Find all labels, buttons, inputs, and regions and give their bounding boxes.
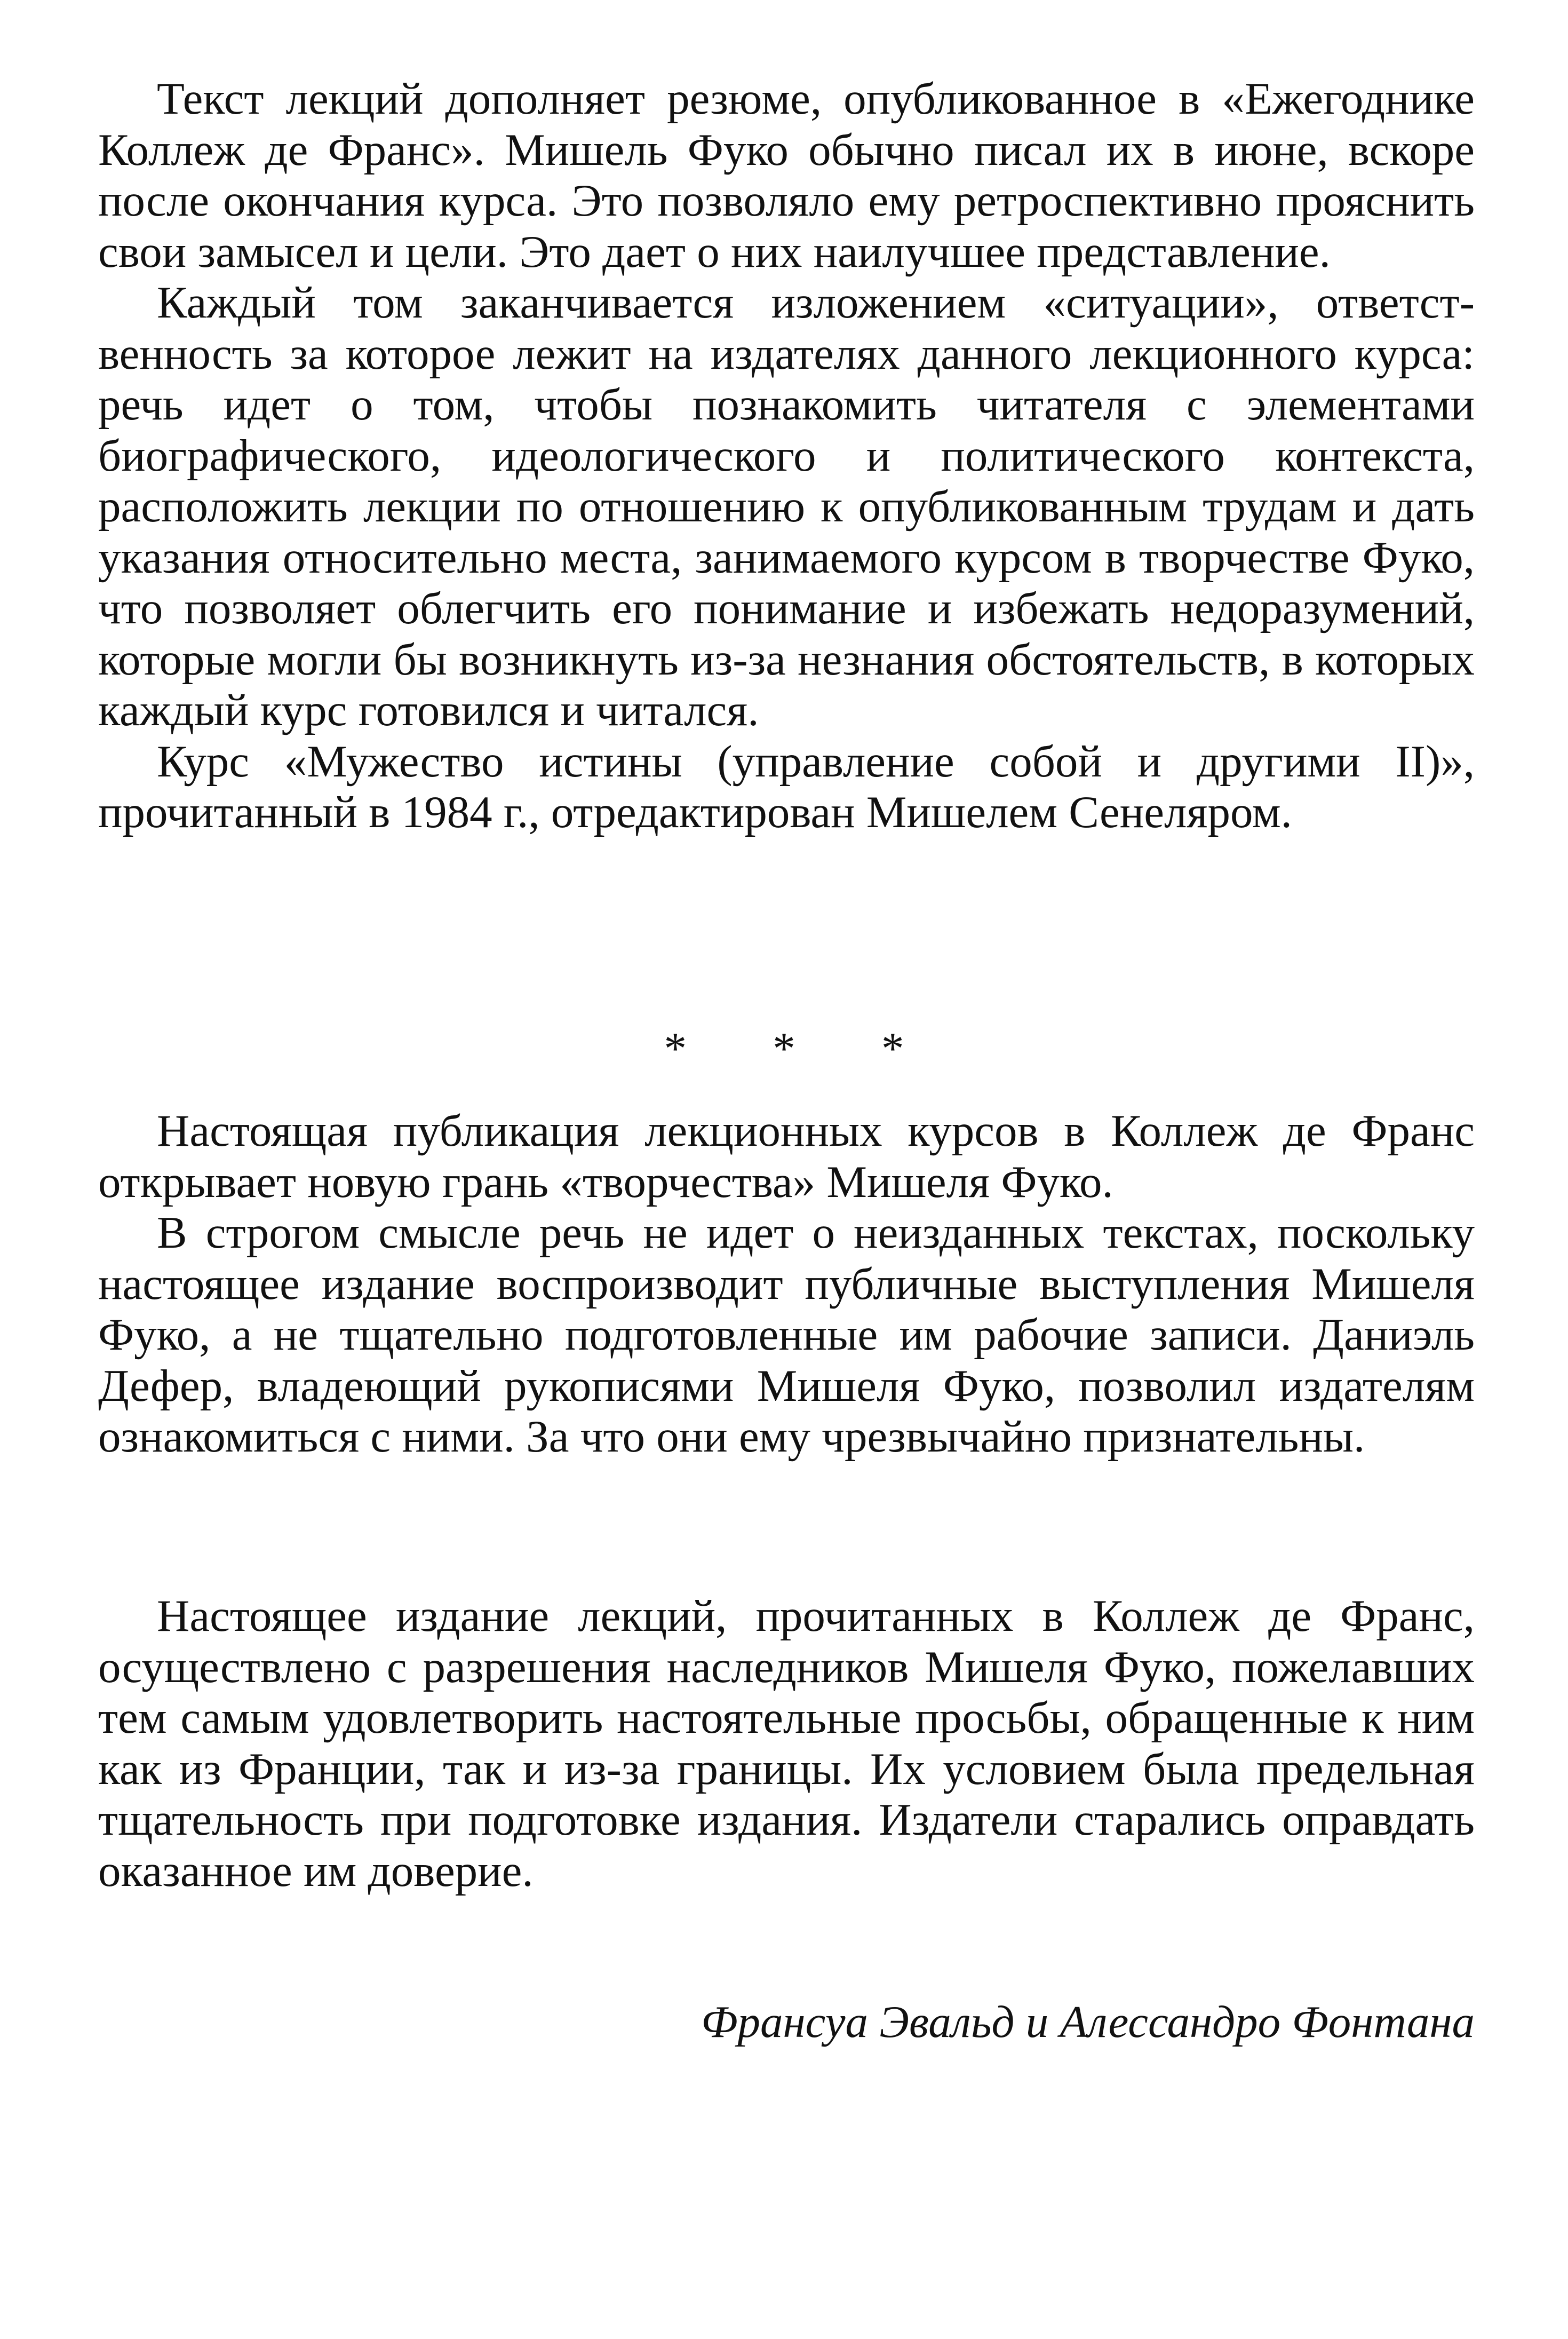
paragraph-course-editor: Курс «Мужество истины (управление собой и другими II)», прочитанный в 1984 г., отредактирован Мишелем Сенеляром. [98,736,1475,837]
paragraph-summary: Текст лекций дополняет резюме, опубликованное в «Ежегоднике Коллеж де Франс». Мишель Фуко обычно писал их в июне, вскоре после окончания курса. Это позволяло ему ретроспективно прояснить свои замысел и цели. Это дает о них наилучшее представление. [98,74,1475,277]
section-lecture-text [98,74,1475,838]
paragraph-situation: Каждый том заканчивается изложением «ситуации», ответственность за которое лежит на издателях данного лекционного курса: речь идет о том, чтобы познакомить читателя с элементами биографического, идеологического и политического контекста, расположить лекции по отношению к опубликованным трудам и дать указания относительно места, занимаемого курсом в творчестве Фуко, что позволяет облегчить его понимание и избежать недоразумений, которые могли бы возникнуть из-за незнания обстоятельств, в которых каждый курс готовился и читался. [98,277,1475,735]
paragraph-manuscripts: В строгом смысле речь не идет о неизданных текстах, поскольку настоящее издание воспроизводит публичные выступления Мишеля Фуко, а не тщательно подготовленные им рабочие записи. Даниэль Дефер, владеющий рукописями Мишеля Фуко, позволил издателям ознакомиться с ними. За что они ему чрезвычайно признательны. [98,1208,1475,1462]
paragraph-publication-intro: Настоящая публикация лекционных курсов в Коллеж де Франс открывает новую грань «творчества» Мишеля Фуко. [98,1106,1475,1207]
section-permission [98,1591,1475,1897]
section-publication [98,1106,1475,1463]
asterism-separator: * * * [664,1024,942,1074]
paragraph-heirs-permission: Настоящее издание лекций, прочитанных в Коллеж де Франс, осуществлено с разрешения наследников Мишеля Фуко, пожелавших тем самым удовлетворить настоятельные просьбы, обращенные к ним как из Франции, так и из-за границы. Их условием была предельная тщательность при подготовке издания. Издатели старались оправдать оказанное им доверие. [98,1591,1475,1896]
editors-signature: Франсуа Эвальд и Алессандро Фонтана [701,1997,1475,2047]
